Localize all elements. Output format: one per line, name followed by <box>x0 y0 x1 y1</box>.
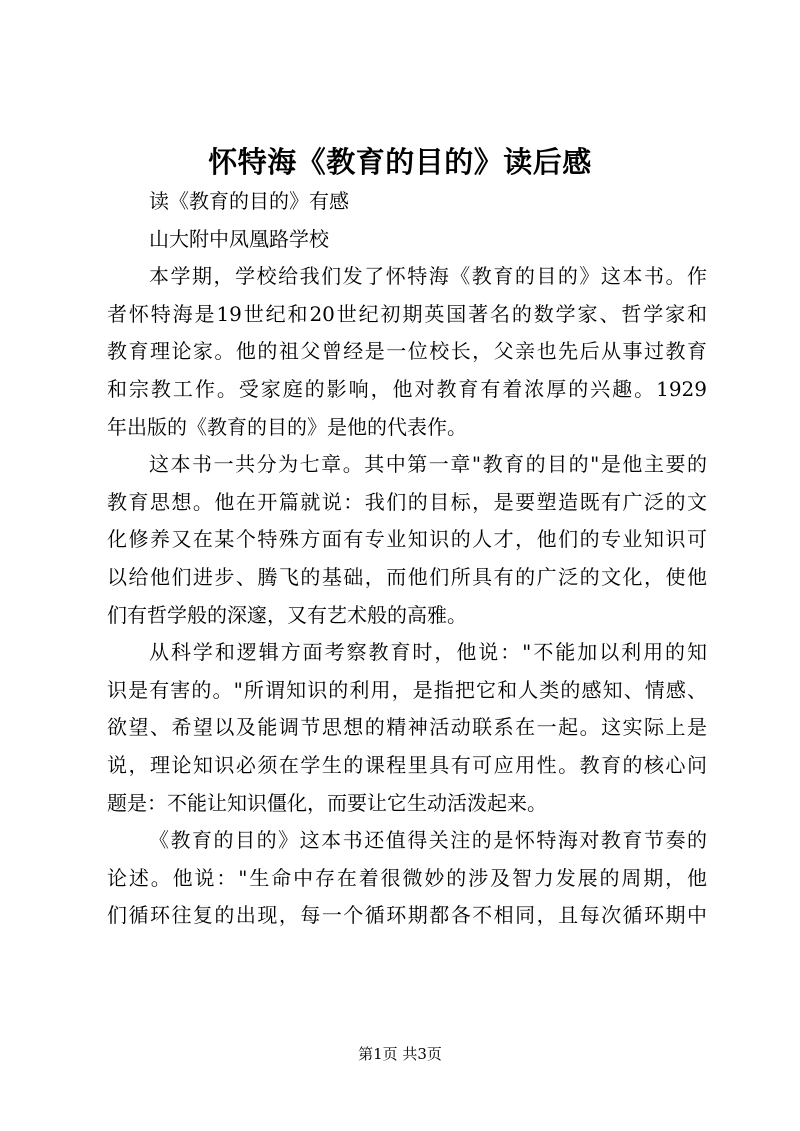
paragraph-line: 教育思想。他在开篇就说：我们的目标，是要塑造既有广泛的文 <box>107 489 707 514</box>
paragraph-line: 化修养又在某个特殊方面有专业知识的人才，他们的专业知识可 <box>107 527 707 552</box>
document-title: 怀特海《教育的目的》读后感 <box>208 145 592 179</box>
paragraph-line: 论述。他说："生命中存在着很微妙的涉及智力发展的周期，他 <box>107 865 707 890</box>
page-number-footer: 第1页 共3页 <box>358 1045 442 1063</box>
paragraph-line: 者怀特海是19世纪和20世纪初期英国著名的数学家、哲学家和 <box>107 301 707 326</box>
paragraph-line: 识是有害的。"所谓知识的利用，是指把它和人类的感知、情感、 <box>107 677 707 702</box>
paragraph-line: 本学期，学校给我们发了怀特海《教育的目的》这本书。作 <box>149 264 707 289</box>
paragraph-line: 们循环往复的出现，每一个循环期都各不相同，且每次循环期中 <box>107 903 707 928</box>
paragraph-line: 这本书一共分为七章。其中第一章"教育的目的"是他主要的 <box>149 452 707 477</box>
paragraph-line: 从科学和逻辑方面考察教育时，他说："不能加以利用的知 <box>149 640 707 665</box>
paragraph-line: 们有哲学般的深邃，又有艺术般的高雅。 <box>107 602 467 627</box>
paragraph-line: 和宗教工作。受家庭的影响，他对教育有着浓厚的兴趣。1929 <box>107 376 707 401</box>
subtitle-line: 读《教育的目的》有感 <box>149 189 349 213</box>
paragraph-line: 教育理论家。他的祖父曾经是一位校长，父亲也先后从事过教育 <box>107 339 707 364</box>
paragraph-line: 《教育的目的》这本书还值得关注的是怀特海对教育节奏的 <box>149 828 707 853</box>
document-body <box>107 183 707 935</box>
school-line: 山大附中凤凰路学校 <box>149 226 329 251</box>
paragraph-line: 以给他们进步、腾飞的基础，而他们所具有的广泛的文化，使他 <box>107 564 707 589</box>
paragraph-line: 说，理论知识必须在学生的课程里具有可应用性。教育的核心问 <box>107 752 707 777</box>
paragraph-line: 欲望、希望以及能调节思想的精神活动联系在一起。这实际上是 <box>107 715 707 740</box>
paragraph-line: 题是：不能让知识僵化，而要让它生动活泼起来。 <box>107 790 547 815</box>
paragraph-line: 年出版的《教育的目的》是他的代表作。 <box>107 414 467 439</box>
